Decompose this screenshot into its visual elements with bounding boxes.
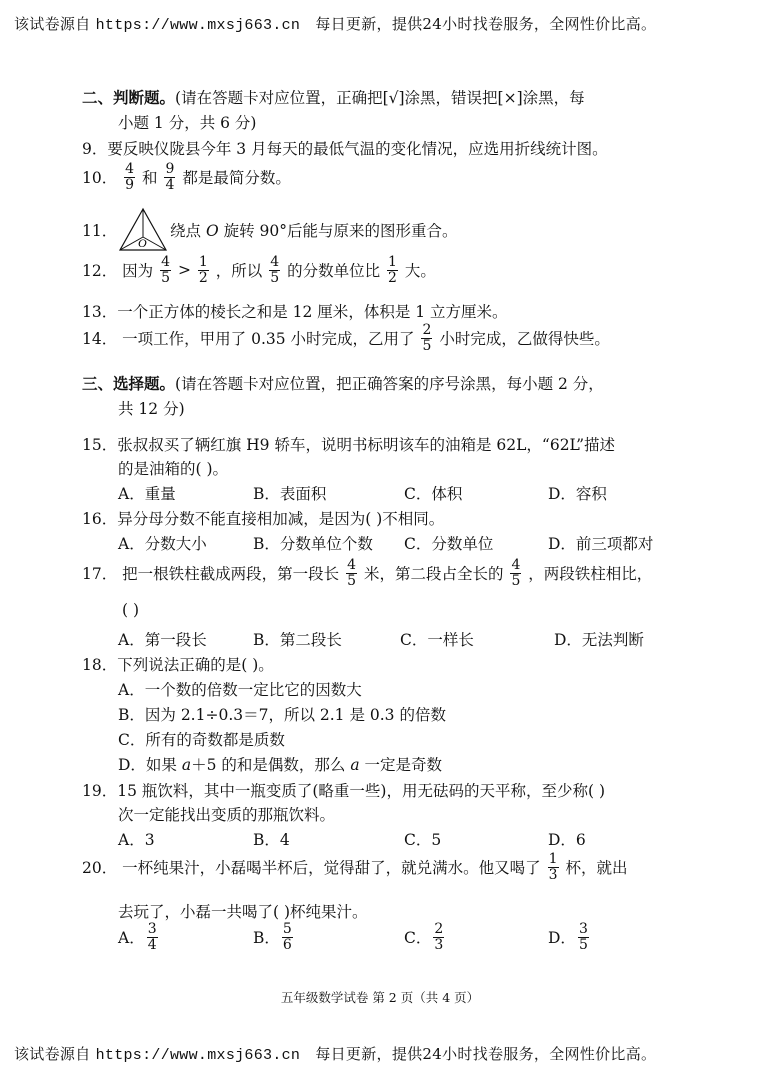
banner-left-text: 该试卷源自 bbox=[14, 15, 91, 33]
question-number: 16． bbox=[82, 510, 118, 528]
question-20: 20． 一杯纯果汁，小磊喝半杯后，觉得甜了，就兑满水。他又喝了 $\frac{1}{3}$ 杯，就出 bbox=[82, 851, 628, 883]
question-12: 12． 因为 $\frac{4}{5}$ > $\frac{1}{2}$ ，所以 $\frac{4}{5}$ 的分数单位比 $\frac{1}{2}$ 大。 bbox=[82, 254, 436, 286]
question-text: 张叔叔买了辆红旗 H9 轿车，说明书标明该车的油箱是 62L，“62L”描述 bbox=[117, 436, 616, 454]
option-d[interactable]: D．容积 bbox=[548, 485, 607, 503]
question-19 bbox=[82, 779, 605, 801]
question-9 bbox=[82, 137, 608, 159]
top-banner bbox=[14, 13, 656, 34]
section-2-note-1: (请在答题卡对应位置，正确把[√]涂黑，错误把[×]涂黑，每 bbox=[175, 89, 585, 107]
section-3-title: 三、选择题。 bbox=[82, 375, 176, 393]
section-2-note-2: 小题 1 分，共 6 分) bbox=[118, 114, 257, 132]
fraction-9-4: $\frac{9}{4}$ bbox=[165, 161, 175, 193]
banner-left-text: 该试卷源自 bbox=[14, 1045, 91, 1063]
question-number: 14． bbox=[82, 330, 118, 349]
banner-right-text: 每日更新，提供24小时找卷服务，全网性价比高。 bbox=[315, 15, 657, 33]
option-a[interactable]: A．一个数的倍数一定比它的因数大 bbox=[118, 681, 362, 699]
question-number: 13． bbox=[82, 303, 118, 321]
section-3-note-2: 共 12 分) bbox=[118, 400, 185, 418]
question-text: 异分母分数不能直接相加减，是因为( )不相同。 bbox=[117, 510, 445, 528]
option-c[interactable]: C．所有的奇数都是质数 bbox=[118, 731, 285, 749]
question-17: 17． 把一根铁柱截成两段，第一段长 $\frac{4}{5}$ 米，第二段占全长的 $\frac{4}{5}$ ，两段铁柱相比， bbox=[82, 557, 653, 589]
question-text: 下列说法正确的是( )。 bbox=[117, 656, 274, 674]
option-a[interactable]: A． $\frac{3}{4}$ bbox=[118, 921, 157, 953]
section-2-title: 二、判断题。 bbox=[82, 89, 176, 107]
svg-text:O: O bbox=[138, 236, 147, 250]
option-a[interactable]: A．分数大小 bbox=[118, 535, 207, 553]
triangle-figure-icon bbox=[118, 207, 168, 253]
question-18 bbox=[82, 653, 274, 675]
banner-right-text: 每日更新，提供24小时找卷服务，全网性价比高。 bbox=[315, 1045, 657, 1063]
question-13 bbox=[82, 300, 508, 322]
question-15-line-2: 的是油箱的( )。 bbox=[118, 460, 229, 478]
option-a[interactable]: A．第一段长 bbox=[118, 631, 207, 649]
question-number: 18． bbox=[82, 656, 118, 674]
question-number: 12． bbox=[82, 262, 118, 281]
option-c[interactable]: C．5 bbox=[404, 831, 442, 849]
section-2-heading bbox=[82, 86, 585, 108]
section-3-note-1: (请在答题卡对应位置，把正确答案的序号涂黑，每小题 2 分， bbox=[175, 375, 604, 393]
option-b[interactable]: B． $\frac{5}{6}$ bbox=[253, 921, 292, 953]
option-c[interactable]: C．体积 bbox=[404, 485, 463, 503]
option-a[interactable]: A．3 bbox=[118, 831, 155, 849]
bottom-banner bbox=[14, 1043, 656, 1064]
option-b[interactable]: B．分数单位个数 bbox=[253, 535, 373, 553]
question-14: 14． 一项工作，甲用了 0.35 小时完成，乙用了 $\frac{2}{5}$ 小时完成，乙做得快些。 bbox=[82, 322, 610, 354]
question-text: 绕点 O 旋转 90°后能与原来的图形重合。 bbox=[170, 222, 458, 240]
option-b[interactable]: B．4 bbox=[253, 831, 290, 849]
option-d[interactable]: D．如果 a＋5 的和是偶数，那么 a 一定是奇数 bbox=[118, 756, 443, 774]
question-19-line-2: 次一定能找出变质的那瓶饮料。 bbox=[118, 806, 336, 824]
question-text: 要反映仪陇县今年 3 月每天的最低气温的变化情况，应选用折线统计图。 bbox=[107, 140, 608, 158]
question-number: 17． bbox=[82, 565, 118, 584]
banner-url[interactable]: https://www.mxsj663.cn bbox=[95, 17, 301, 34]
banner-url[interactable]: https://www.mxsj663.cn bbox=[95, 1047, 301, 1064]
question-16 bbox=[82, 507, 444, 529]
question-number: 10． bbox=[82, 169, 118, 188]
option-d[interactable]: D．无法判断 bbox=[554, 631, 644, 649]
question-text: 一个正方体的棱长之和是 12 厘米，体积是 1 立方厘米。 bbox=[117, 303, 508, 321]
answer-blank: ( ) bbox=[122, 601, 140, 619]
fraction-4-9: $\frac{4}{9}$ bbox=[125, 161, 135, 193]
question-10: 10． $\frac{4}{9}$ 和 $\frac{9}{4}$ 都是最简分数。 bbox=[82, 161, 291, 193]
option-b[interactable]: B．第二段长 bbox=[253, 631, 342, 649]
option-d[interactable]: D．6 bbox=[548, 831, 586, 849]
option-c[interactable]: C．分数单位 bbox=[404, 535, 494, 553]
question-15 bbox=[82, 433, 615, 455]
question-number: 11． bbox=[82, 222, 118, 240]
option-d[interactable]: D．前三项都对 bbox=[548, 535, 654, 553]
question-number: 19． bbox=[82, 782, 118, 800]
question-20-line-2: 去玩了，小磊一共喝了( )杯纯果汁。 bbox=[118, 903, 368, 921]
section-3-heading bbox=[82, 372, 604, 394]
page-footer: 五年级数学试卷 第 2 页（共 4 页） bbox=[280, 990, 480, 1005]
question-number: 15． bbox=[82, 436, 118, 454]
option-c[interactable]: C．一样长 bbox=[400, 631, 474, 649]
option-d[interactable]: D． $\frac{3}{5}$ bbox=[548, 921, 588, 953]
question-text: 15 瓶饮料，其中一瓶变质了(略重一些)，用无砝码的天平称，至少称( ) bbox=[117, 782, 606, 800]
option-c[interactable]: C． $\frac{2}{3}$ bbox=[404, 921, 444, 953]
option-b[interactable]: B．表面积 bbox=[253, 485, 327, 503]
option-a[interactable]: A．重量 bbox=[118, 485, 176, 503]
question-number: 9． bbox=[82, 140, 108, 158]
question-number: 20． bbox=[82, 859, 118, 878]
option-b[interactable]: B．因为 2.1÷0.3＝7，所以 2.1 是 0.3 的倍数 bbox=[118, 706, 446, 724]
